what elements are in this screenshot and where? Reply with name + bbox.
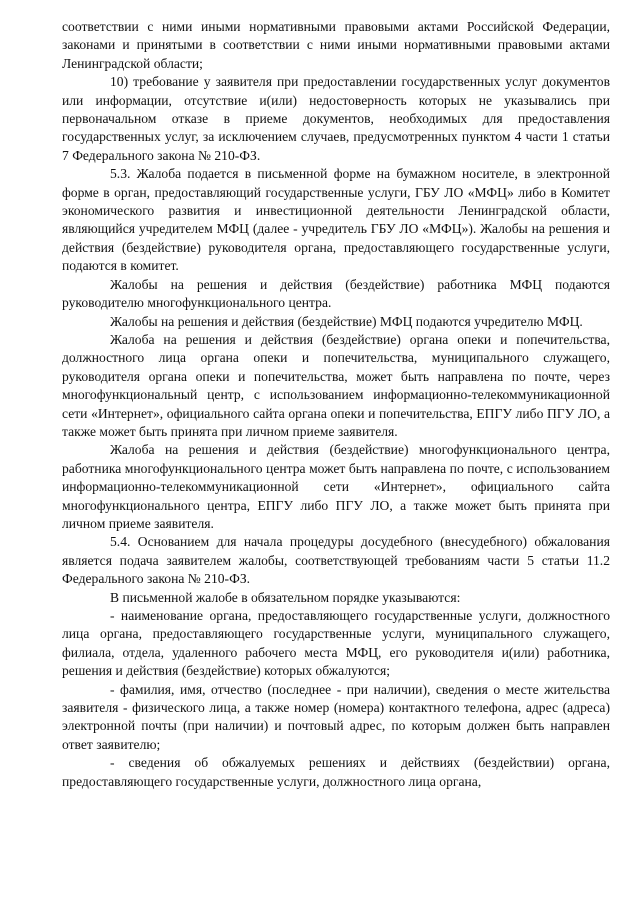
paragraph-legal-acts-continuation: соответствии с ними иными нормативными правовыми актами Российской Федерации, законами и принятыми в соответствии с ними иными нормативными правовыми актами Ленинградской области; [62,19,610,71]
paragraph-mfc-center-complaints: Жалоба на решения и действия (бездействие) многофункционального центра, работника многофункционального центра может быть направлена по почте, с использованием информационно-телекоммуникационной сети «Интернет», официального сайта многофункционального центра, ЕПГУ либо ПГУ ЛО, а также может быть принята при личном приеме заявителя. [62,442,610,531]
list-item-applicant-details: - фамилия, имя, отчество (последнее - при наличии), сведения о месте жительства заявителя - физического лица, а также номер (номера) контактного телефона, адрес (адреса) электронной почты (при наличии) и почтовый адрес, по которым должен быть направлен ответ заявителю; [62,681,610,752]
paragraph-guardianship-complaints: Жалоба на решения и действия (бездействие) органа опеки и попечительства, должностного лица органа опеки и попечительства, муниципального служащего, руководителя органа опеки и попечительства, может быть направлена по почте, через многофункциональный центр, с использованием информационно-телекоммуникационной сети «Интернет», официального сайта органа опеки и попечительства, ЕПГУ либо ПГУ ЛО, а также может быть принята при личном приеме заявителя. [62,331,610,439]
document-page [62,18,610,791]
paragraph-mfc-worker-complaints: Жалобы на решения и действия (бездействие) работника МФЦ подаются руководителю многофункционального центра. [62,276,610,311]
list-item-authority-name: - наименование органа, предоставляющего государственные услуги, должностного лица органа, предоставляющего государственные услуги, муниципального служащего, филиала, отдела, удаленного рабочего места МФЦ, его руководителя и(или) работника, решения и действия (бездействие) которых обжалуются; [62,608,610,679]
list-item-appealed-decisions: - сведения об обжалуемых решениях и действиях (бездействии) органа, предоставляющего государственные услуги, должностного лица органа, [62,755,610,789]
paragraph-item-10: 10) требование у заявителя при предоставлении государственных услуг документов или информации, отсутствие и(или) недостоверность которых не указывались при первоначальном отказе в приеме документов, необходимых для предоставления государственных услуг, за исключением случаев, предусмотренных пунктом 4 части 1 статьи 7 Федерального закона № 210-ФЗ. [62,74,610,163]
paragraph-required-fields-intro: В письменной жалобе в обязательном порядке указываются: [110,589,461,605]
paragraph-5-3: 5.3. Жалоба подается в письменной форме на бумажном носителе, в электронной форме в орган, предоставляющий государственные услуги, ГБУ ЛО «МФЦ» либо в Комитет экономического развития и инвестиционной деятельности Ленинградской области, являющийся учредителем МФЦ (далее - учредитель ГБУ ЛО «МФЦ»). Жалобы на решения и действия (бездействие) руководителя органа, предоставляющего государственные услуги, подаются в комитет. [62,166,610,274]
paragraph-mfc-complaints: Жалобы на решения и действия (бездействие) МФЦ подаются учредителю МФЦ. [110,313,583,329]
paragraph-5-4: 5.4. Основанием для начала процедуры досудебного (внесудебного) обжалования является подача заявителем жалобы, соответствующей требованиям части 5 статьи 11.2 Федерального закона № 210-ФЗ. [62,534,610,587]
